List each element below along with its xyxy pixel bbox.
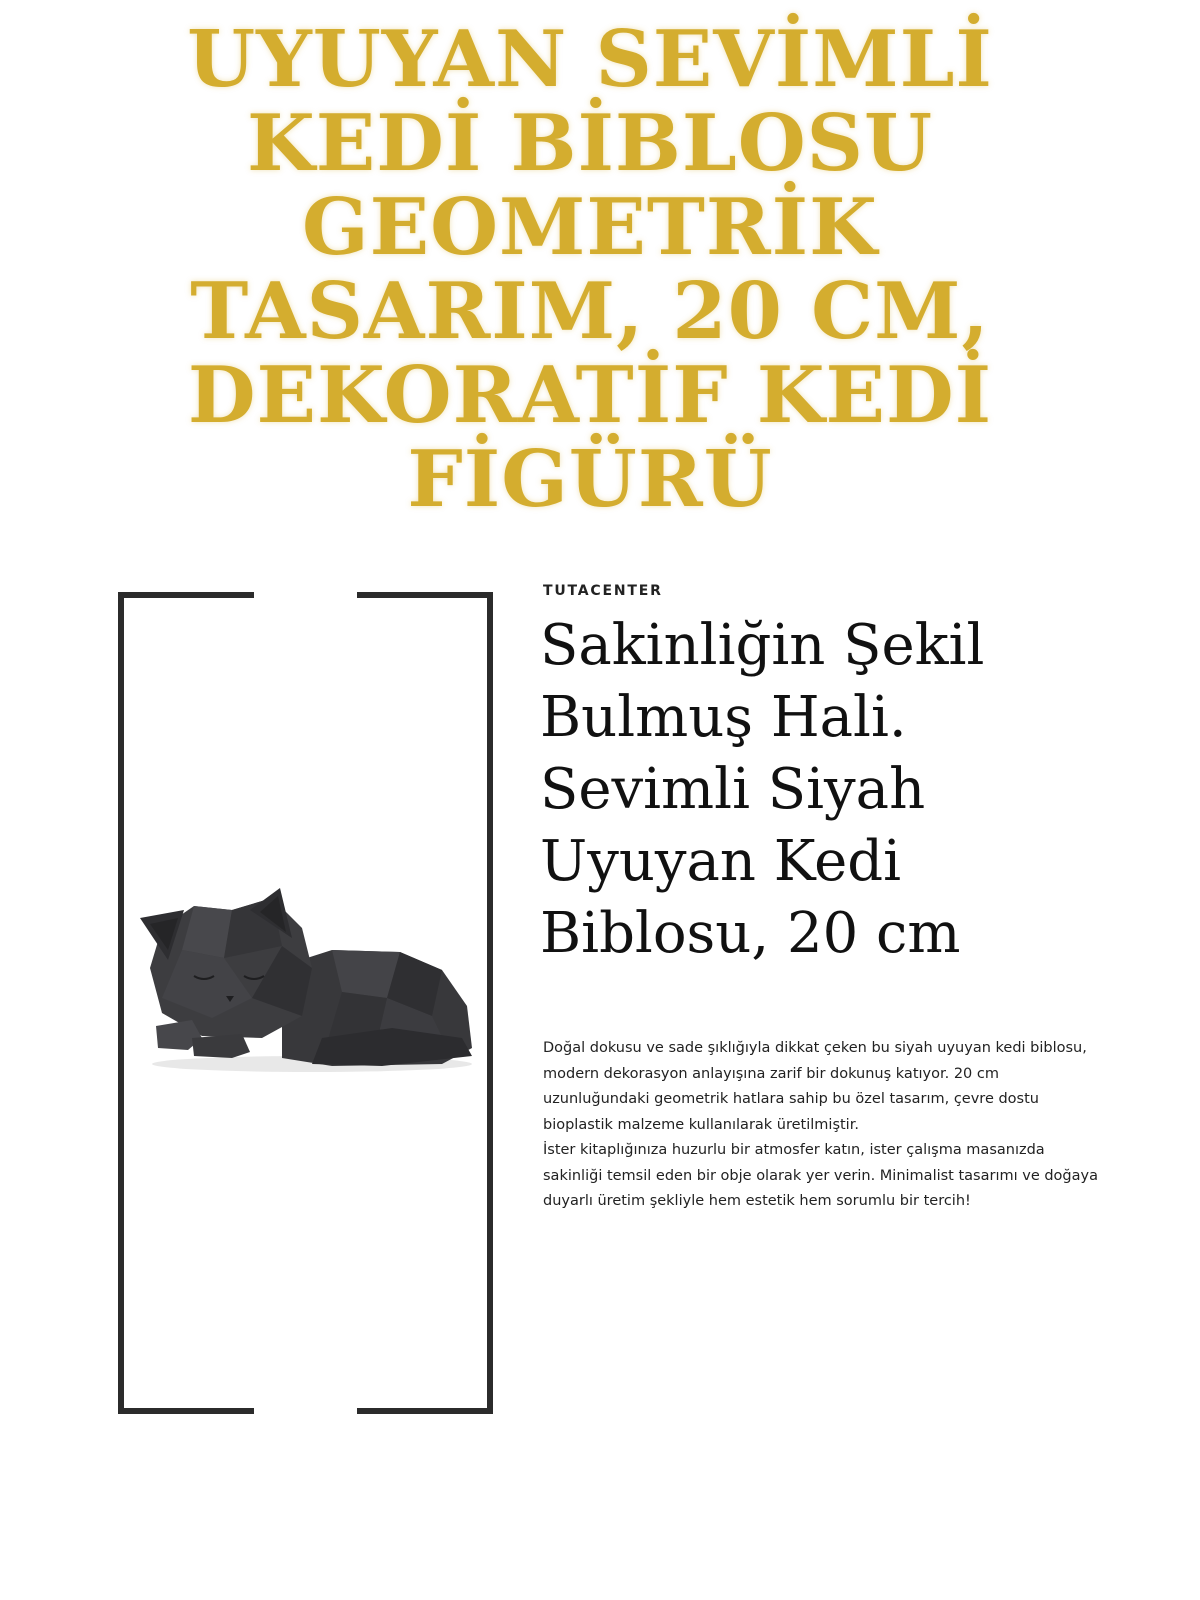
title-line: KEDİ BİBLOSU xyxy=(246,98,933,189)
sleeping-cat-image xyxy=(132,888,477,1078)
description-paragraph: İster kitaplığınıza huzurlu bir atmosfer katın, ister çalışma masanızda sakinliği temsil eden bir obje olarak yer verin. Minimalist tasarımı ve doğaya duyarlı üretim şekliyle hem estetik hem sorumlu bir tercih! xyxy=(543,1142,1098,1209)
description-paragraph: Doğal dokusu ve sade şıklığıyla dikkat çeken bu siyah uyuyan kedi biblosu, modern dekorasyon anlayışına zarif bir dokunuş katıyor. 20 cm uzunluğundaki geometrik hatlara sahip bu özel tasarım, çevre dostu bioplastik malzeme kullanılarak üretilmiştir. xyxy=(543,1040,1087,1133)
title-line: TASARIM, 20 CM, xyxy=(190,266,990,357)
subtitle-line: Biblosu, 20 cm xyxy=(540,901,961,966)
product-title xyxy=(130,14,1050,525)
subtitle-line: Uyuyan Kedi xyxy=(540,829,902,894)
subtitle-line: Sevimli Siyah xyxy=(540,757,926,822)
cat-paw xyxy=(192,1034,250,1058)
product-subtitle xyxy=(540,610,1100,970)
brand-name: TUTACENTER xyxy=(543,583,663,599)
product-description xyxy=(543,1036,1103,1215)
title-line: UYUYAN SEVİMLİ xyxy=(187,14,993,105)
title-line: FİGÜRÜ xyxy=(407,434,773,525)
subtitle-line: Sakinliğin Şekil xyxy=(540,613,985,678)
title-line: DEKORATİF KEDİ xyxy=(187,350,993,441)
subtitle-line: Bulmuş Hali. xyxy=(540,685,907,750)
title-line: GEOMETRİK xyxy=(302,182,878,273)
